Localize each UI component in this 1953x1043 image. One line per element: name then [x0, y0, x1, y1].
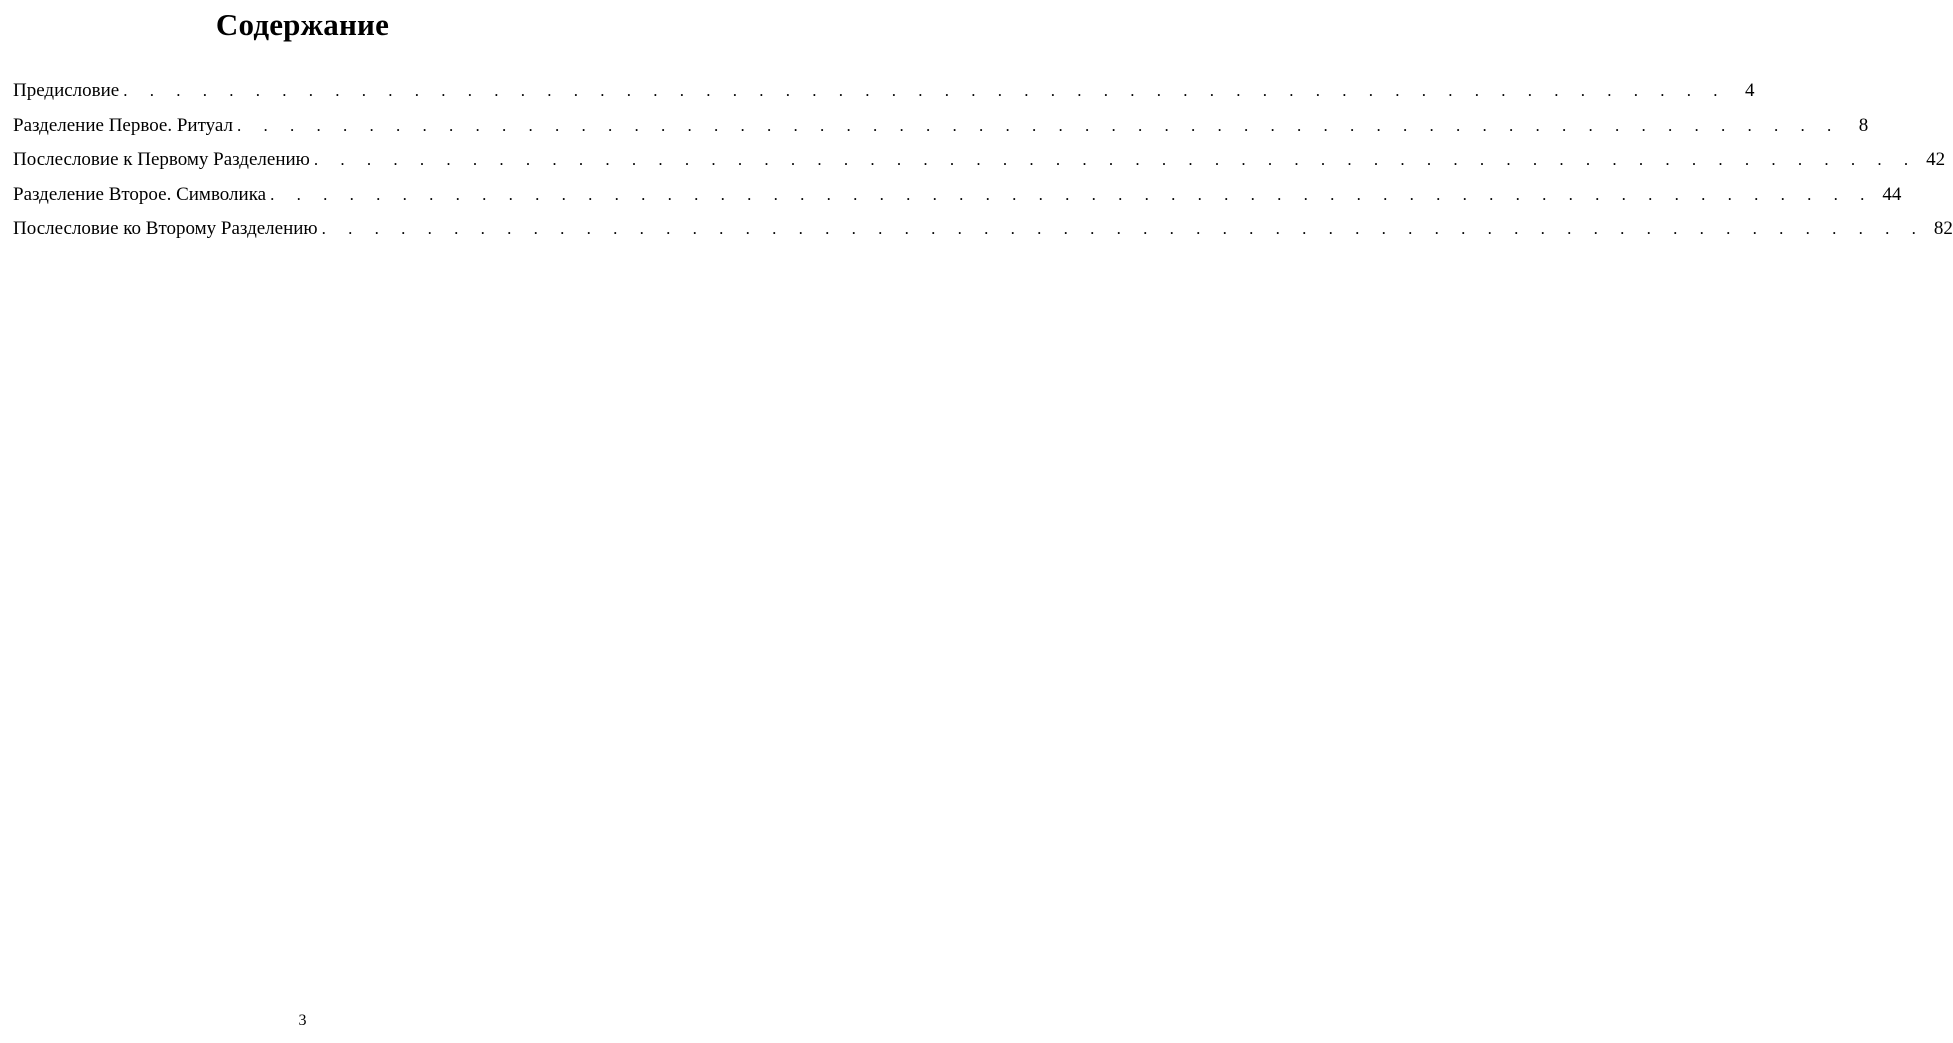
toc-entry-page: 82: [1925, 212, 1953, 247]
page-number: 3: [298, 1012, 307, 1029]
toc-entry-afterword-one[interactable]: [13, 143, 1946, 178]
dot-leader: . . . . . . . . . . . . . . . . . . . . . . . . . . . . . . . . . . . . . . . . . . . . . . . . . . . . . . . . . . . . .: [123, 81, 1727, 100]
toc-entry-page: 8: [1840, 109, 1868, 144]
toc-entry-label: Послесловие к Первому Разделению: [13, 143, 314, 178]
toc-entry-page: 42: [1917, 143, 1945, 178]
toc-entry-page: 4: [1726, 74, 1754, 109]
toc-entry-afterword-two[interactable]: [13, 212, 1953, 247]
toc-entry-label: Разделение Второе. Символика: [13, 178, 270, 213]
toc-entry-part-two[interactable]: [13, 178, 1902, 213]
toc-entry-label: Предисловие: [13, 74, 123, 109]
dot-leader: . . . . . . . . . . . . . . . . . . . . . . . . . . . . . . . . . . . . . . . . . . . . . . . . . . . . . . . . . . . . .: [313, 150, 1918, 170]
toc-entry-preface[interactable]: [13, 74, 1755, 109]
page-title: Содержание: [215, 7, 390, 42]
toc-entry-part-one[interactable]: [13, 109, 1869, 144]
dot-leader: . . . . . . . . . . . . . . . . . . . . . . . . . . . . . . . . . . . . . . . . . . . . . . . . . . . . . . . . . . . . .: [321, 219, 1925, 239]
table-of-contents: [13, 74, 1953, 247]
dot-leader: . . . . . . . . . . . . . . . . . . . . . . . . . . . . . . . . . . . . . . . . . . . . . . . . . . . . . . . . . . . . .: [270, 184, 1874, 204]
toc-entry-label: Разделение Первое. Ритуал: [13, 109, 237, 144]
dot-leader: . . . . . . . . . . . . . . . . . . . . . . . . . . . . . . . . . . . . . . . . . . . . . . . . . . . . . . . . . . . . .: [236, 115, 1841, 135]
toc-entry-label: Послесловие ко Второму Разделению: [13, 212, 322, 247]
toc-entry-page: 44: [1873, 178, 1901, 213]
